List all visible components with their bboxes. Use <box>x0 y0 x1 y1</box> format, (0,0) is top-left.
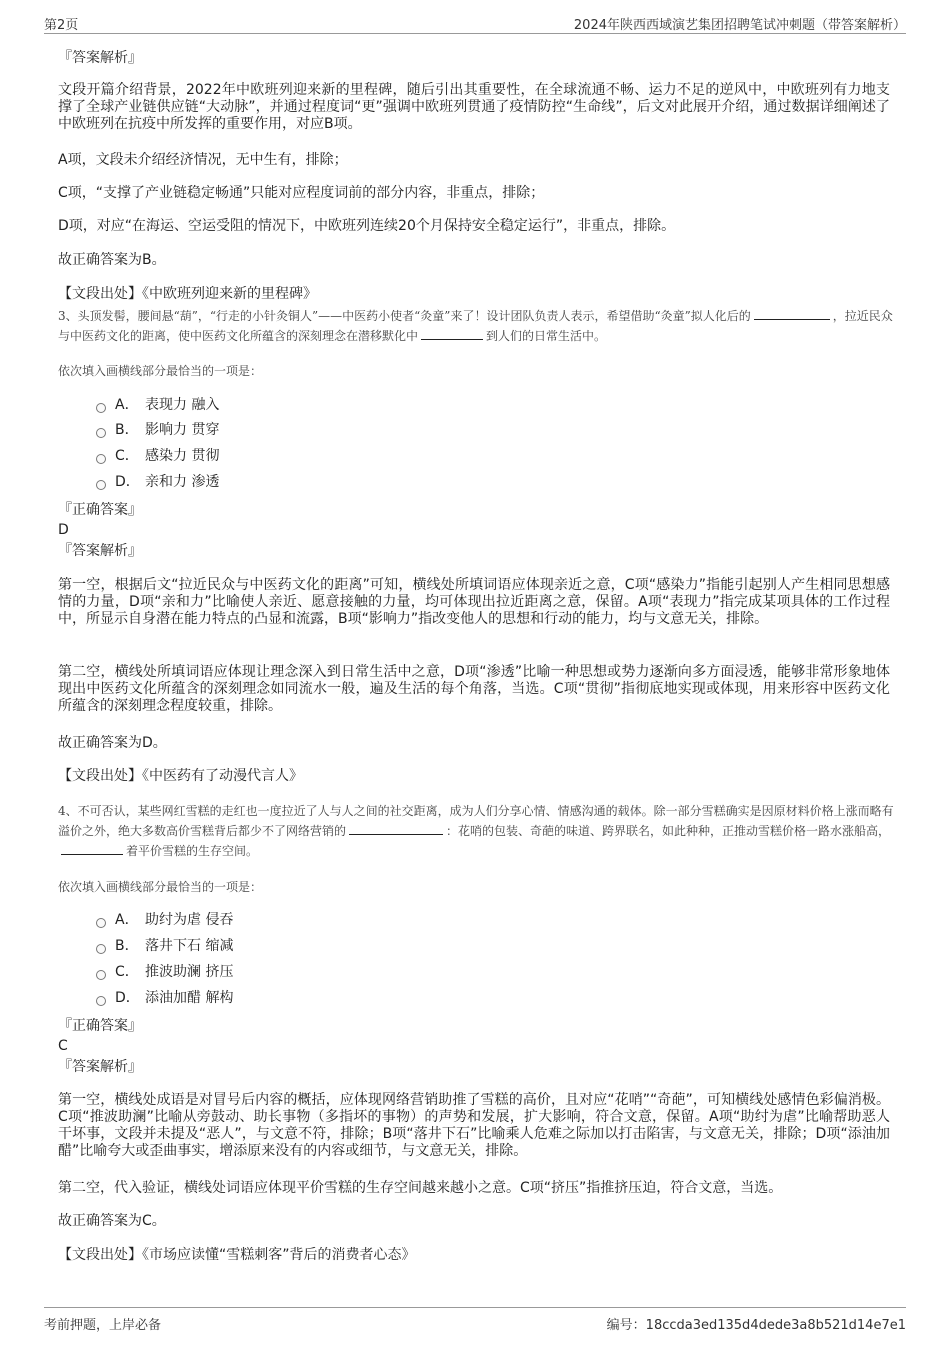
q2-analysis-p4: D项，对应“在海运、空运受阻的情况下，中欧班列连续20个月保持安全稳定运行”，非重点，排除。 <box>58 218 676 234</box>
document-id: 编号：18ccda3ed135d4dede3a8b521d14e7e1 <box>606 1318 906 1333</box>
q2-analysis-p2: A项，文段未介绍经济情况，无中生有，排除； <box>58 152 348 168</box>
q4-analysis-label: 『答案解析』 <box>58 1059 142 1075</box>
q4-answer-label: 『正确答案』 <box>58 1018 142 1034</box>
q3-source: 【文段出处】《中医药有了动漫代言人》 <box>58 768 303 784</box>
q3-text-a: 3、头顶发髻，腰间悬“葫”，“行走的小针灸铜人”——中医药小使者“灸童”来了！设计团队负责人表示，希望借助“灸童”拟人化后的 <box>58 309 751 323</box>
q3-text-c: 到人们的日常生活中。 <box>486 329 607 343</box>
q3-option-a[interactable]: A． 表现力 融入 <box>96 395 219 415</box>
q2-analysis-label: 『答案解析』 <box>58 50 142 66</box>
radio-icon[interactable] <box>96 970 106 980</box>
q3-option-c[interactable]: C． 感染力 贯彻 <box>96 446 219 466</box>
q2-analysis-p3: C项，“支撑了产业链稳定畅通”只能对应程度词前的部分内容，非重点，排除； <box>58 185 545 201</box>
radio-icon[interactable] <box>96 403 106 413</box>
q4-analysis-conclusion: 故正确答案为C。 <box>58 1213 166 1229</box>
q4-question <box>58 801 896 861</box>
q4-option-d[interactable]: D． 添油加醋 解构 <box>96 988 233 1008</box>
radio-icon[interactable] <box>96 480 106 490</box>
q4-option-a[interactable]: A． 助纣为虐 侵吞 <box>96 910 233 930</box>
radio-icon[interactable] <box>96 454 106 464</box>
q4-answer: C <box>58 1038 68 1054</box>
q3-analysis-conclusion: 故正确答案为D。 <box>58 735 167 751</box>
radio-icon[interactable] <box>96 428 106 438</box>
q2-source: 【文段出处】《中欧班列迎来新的里程碑》 <box>58 286 317 302</box>
radio-icon[interactable] <box>96 944 106 954</box>
q3-answer-label: 『正确答案』 <box>58 502 142 518</box>
q3-analysis-p2: 第二空，横线处所填词语应体现让理念深入到日常生活中之意，D项“渗透”比喻一种思想或势力逐渐向多方面浸透，能够非常形象地体现出中医药文化所蕴含的深刻理念如同流水一般，遍及生活的每个角落，当选。C项“贯彻”指彻底地实现或体现，用来形容中医药文化所蕴含的深刻理念程度较重，排除。 <box>58 664 890 714</box>
q3-text-b: ，拉近民众与中医药文化的距离，使中医药文化所蕴含的深刻理念在潜移默化中 <box>58 309 893 343</box>
q3-blank-1 <box>754 306 830 320</box>
page-number: 第2页 <box>44 18 79 33</box>
q3-blank-2 <box>421 326 483 340</box>
q3-answer: D <box>58 522 69 538</box>
q4-text-a: 4、不可否认，某些网红雪糕的走红也一度拉近了人与人之间的社交距离，成为人们分享心情、情感沟通的载体。除一部分雪糕确实是因原材料价格上涨而略有溢价之外，绝大多数高价雪糕背后都少不了网络营销的 <box>58 804 894 838</box>
q4-blank-1 <box>349 821 443 835</box>
q3-question <box>58 306 896 346</box>
q3-prompt: 依次填入画横线部分最恰当的一项是： <box>58 364 263 378</box>
q2-analysis-conclusion: 故正确答案为B。 <box>58 252 166 268</box>
q3-option-b[interactable]: B． 影响力 贯穿 <box>96 420 219 440</box>
document-title: 2024年陕西西域演艺集团招聘笔试冲刺题（带答案解析） <box>573 18 906 33</box>
q4-option-b[interactable]: B． 落井下石 缩减 <box>96 936 233 956</box>
q4-blank-2 <box>61 841 123 855</box>
q4-text-c: 着平价雪糕的生存空间。 <box>126 844 259 858</box>
footer-divider <box>44 1307 906 1308</box>
q4-source: 【文段出处】《市场应读懂“雪糕刺客”背后的消费者心态》 <box>58 1247 416 1263</box>
q4-prompt: 依次填入画横线部分最恰当的一项是： <box>58 880 263 894</box>
radio-icon[interactable] <box>96 996 106 1006</box>
radio-icon[interactable] <box>96 918 106 928</box>
q3-analysis-label: 『答案解析』 <box>58 543 142 559</box>
q4-analysis-p2: 第二空，代入验证，横线处词语应体现平价雪糕的生存空间越来越小之意。C项“挤压”指推挤压迫，符合文意，当选。 <box>58 1180 783 1196</box>
q2-analysis-p1: 文段开篇介绍背景，2022年中欧班列迎来新的里程碑，随后引出其重要性，在全球流通不畅、运力不足的逆风中，中欧班列有力地支撑了全球产业链供应链“大动脉”，并通过程度词“更”强调中欧班列贯通了疫情防控“生命线”，后文对此展开介绍，通过数据详细阐述了中欧班列在抗疫中所发挥的重要作用，对应B项。 <box>58 82 890 132</box>
q4-analysis-p1: 第一空，横线处成语是对冒号后内容的概括，应体现网络营销助推了雪糕的高价，且对应“花哨”“奇葩”，可知横线处感情色彩偏消极。C项“推波助澜”比喻从旁鼓动、助长事物（多指坏的事物）的声势和发展，扩大影响，符合文意，保留。A项“助纣为虐”比喻帮助恶人干坏事，文段并未提及“恶人”，与文意不符，排除；B项“落井下石”比喻乘人危难之际加以打击陷害，与文意无关，排除；D项“添油加醋”比喻夸大或歪曲事实，增添原来没有的内容或细节，与文意无关，排除。 <box>58 1092 890 1159</box>
footer-slogan: 考前押题，上岸必备 <box>44 1318 162 1333</box>
q4-option-c[interactable]: C． 推波助澜 挤压 <box>96 962 233 982</box>
header-divider <box>44 33 906 34</box>
q4-text-b: ：花哨的包装、奇葩的味道、跨界联名，如此种种，正推动雪糕价格一路水涨船高， <box>446 824 891 838</box>
q3-analysis-p1: 第一空，根据后文“拉近民众与中医药文化的距离”可知，横线处所填词语应体现亲近之意，C项“感染力”指能引起别人产生相同思想感情的力量，D项“亲和力”比喻使人亲近、愿意接触的力量，均可体现出拉近距离之意，保留。A项“表现力”指完成某项具体的工作过程中，所显示自身潜在能力特点的凸显和流露，B项“影响力”指改变他人的思想和行动的能力，均与文意无关，排除。 <box>58 577 890 627</box>
q3-option-d[interactable]: D． 亲和力 渗透 <box>96 472 219 492</box>
